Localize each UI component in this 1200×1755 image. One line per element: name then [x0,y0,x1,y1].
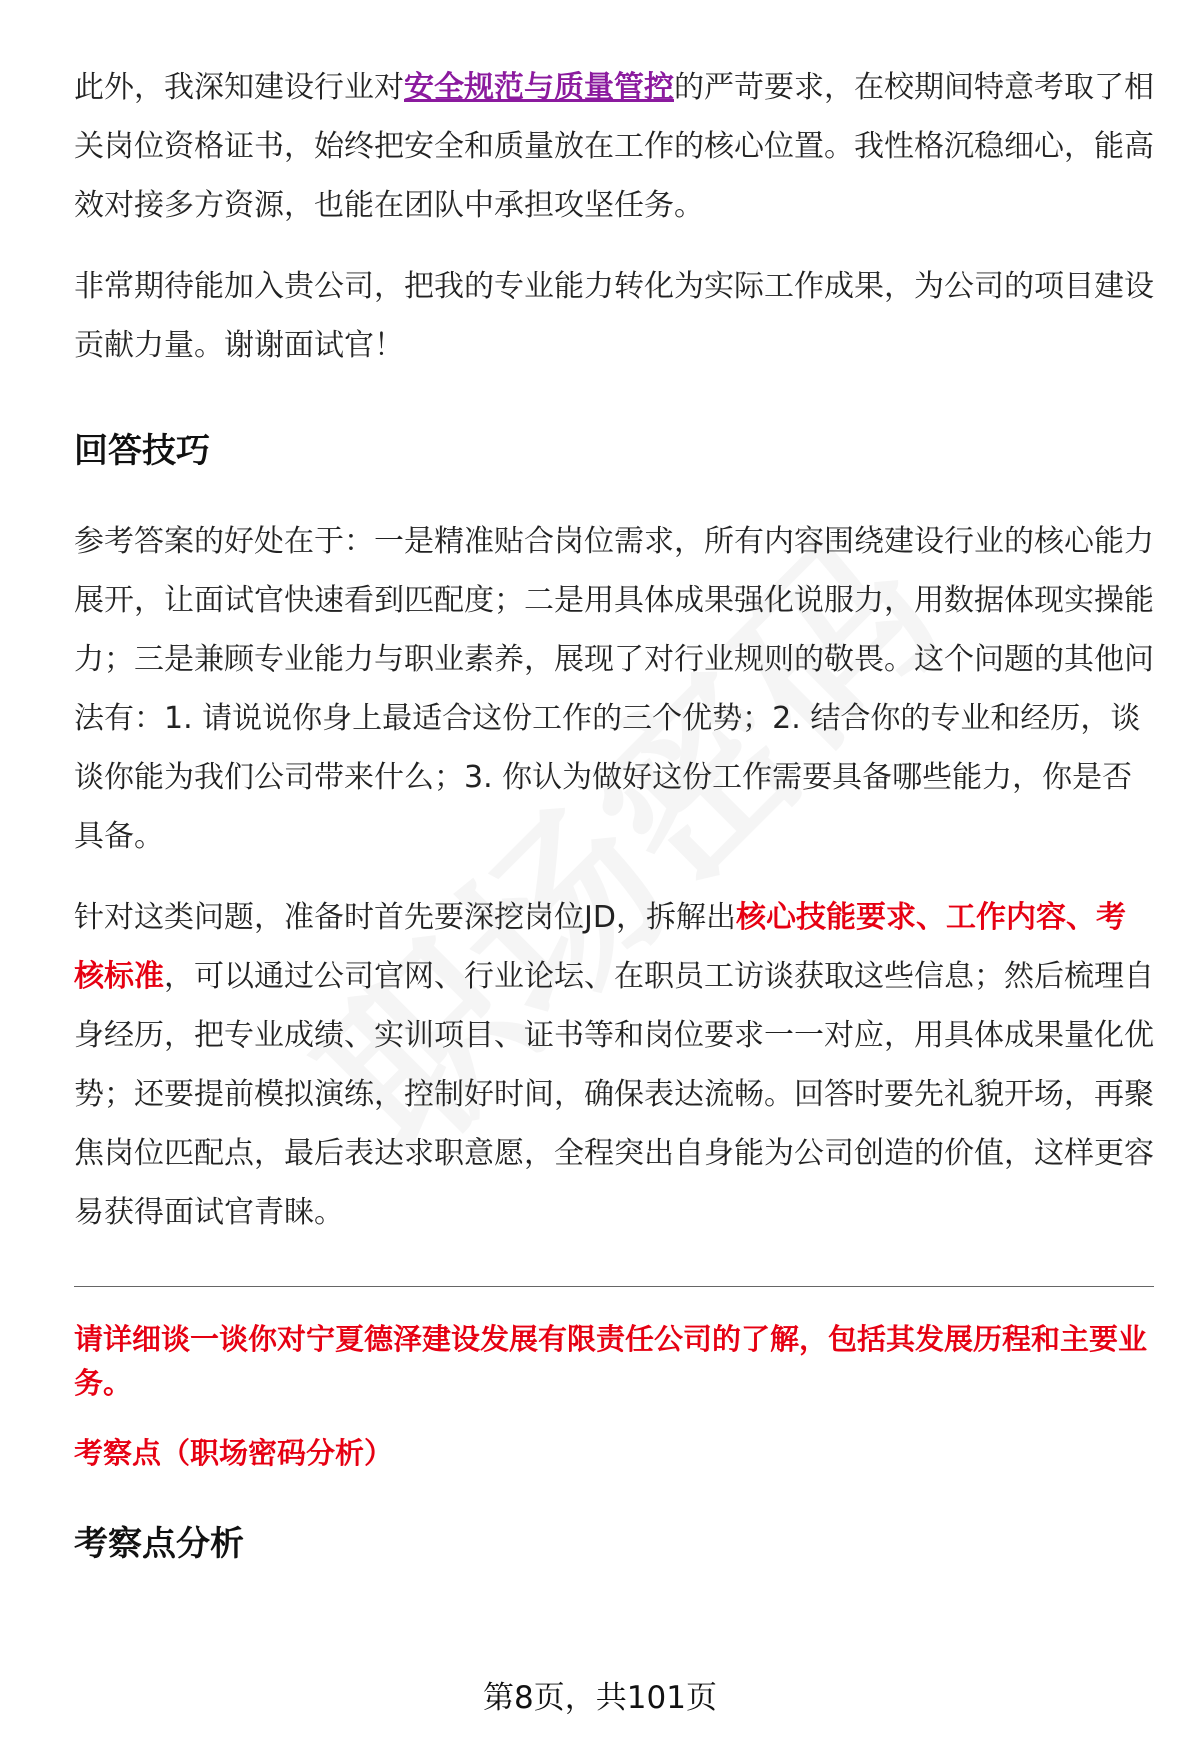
highlight-core-skills: 核心技能要求、工作内容、考核标准 [74,900,1126,994]
closing-paragraph: 非常期待能加入贵公司，把我的专业能力转化为实际工作成果，为公司的项目建设贡献力量。谢谢面试官！ [74,269,1154,363]
paragraph-text: 针对这类问题，准备时首先要深挖岗位JD，拆解出 [74,900,736,935]
section-title-tips: 回答技巧 [74,431,210,471]
intro-paragraph [74,58,1154,235]
paragraph-text: 此外，我深知建设行业对 [74,70,404,105]
paragraph-text: 的严苛要求，在校期间特意考取了相关岗位资格证书，始终把安全和质量放在工作的核心位置。我性格沉稳细心，能高效对接多方资源，也能在团队中承担攻坚任务。 [74,70,1154,223]
page-footer: 第8页，共101页 [483,1680,717,1716]
page-content [74,58,1154,1565]
section-divider [74,1286,1154,1287]
interview-question: 请详细谈一谈你对宁夏德泽建设发展有限责任公司的了解，包括其发展历程和主要业务。 [74,1322,1148,1400]
tips-paragraph-1: 参考答案的好处在于：一是精准贴合岗位需求，所有内容围绕建设行业的核心能力展开，让面试官快速看到匹配度；二是用具体成果强化说服力，用数据体现实操能力；三是兼顾专业能力与职业素养，展现了对行业规则的敬畏。这个问题的其他问法有：1. 请说说你身上最适合这份工作的三个优势；2. 结合你的专业和经历，谈谈你能为我们公司带来什么；3. 你认为做好这份工作需要具备哪些能力，你是否具备。 [74,524,1154,854]
highlight-safety-quality: 安全规范与质量管控 [404,70,674,105]
exam-point-label: 考察点（职场密码分析） [74,1436,394,1470]
tips-paragraph-2 [74,888,1154,1242]
paragraph-text: ，可以通过公司官网、行业论坛、在职员工访谈获取这些信息；然后梳理自身经历，把专业成绩、实训项目、证书等和岗位要求一一对应，用具体成果量化优势；还要提前模拟演练，控制好时间，确保表达流畅。回答时要先礼貌开场，再聚焦岗位匹配点，最后表达求职意愿，全程突出自身能为公司创造的价值，这样更容易获得面试官青睐。 [74,959,1154,1230]
section-title-exam-analysis: 考察点分析 [74,1524,244,1564]
